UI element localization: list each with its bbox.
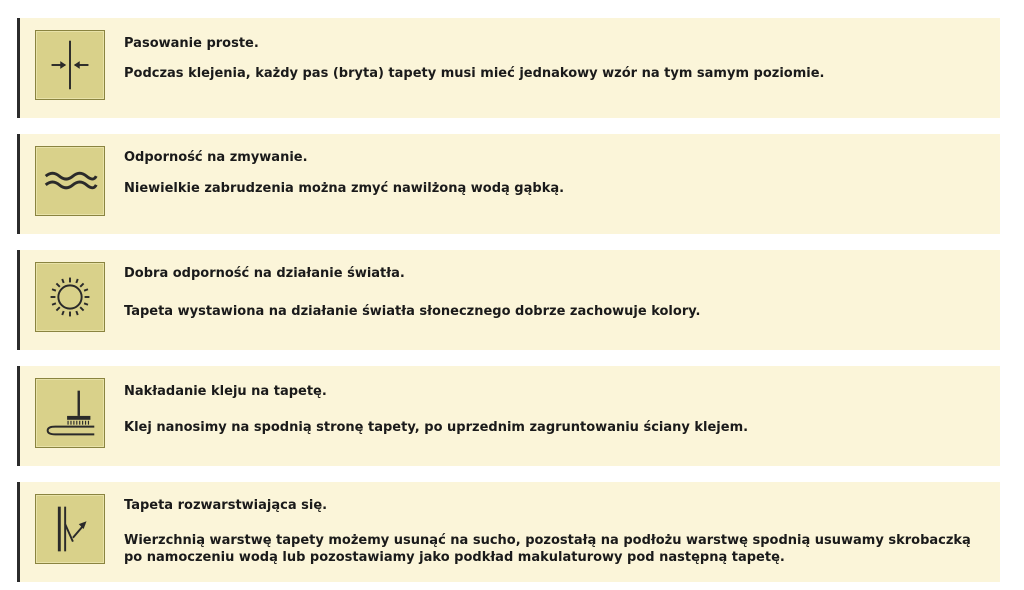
item-title: Pasowanie proste. bbox=[124, 36, 259, 51]
item-description: Tapeta wystawiona na działanie światła słonecznego dobrze zachowuje kolory. bbox=[124, 304, 701, 319]
item-title: Tapeta rozwarstwiająca się. bbox=[124, 498, 328, 513]
item-title: Nakładanie kleju na tapetę. bbox=[124, 384, 327, 399]
item-title: Dobra odporność na działanie światła. bbox=[124, 266, 405, 281]
item-description: Klej nanosimy na spodnią stronę tapety, po uprzednim zagruntowaniu ściany klejem. bbox=[124, 420, 749, 435]
washable-icon bbox=[35, 146, 105, 216]
item-description: Podczas klejenia, każdy pas (bryta) tapety musi mieć jednakowy wzór na tym samym poziomie. bbox=[124, 66, 825, 81]
symbol-row-peelable bbox=[17, 482, 1000, 582]
symbol-row-washable bbox=[17, 134, 1000, 234]
symbol-row-straight-match bbox=[17, 18, 1000, 118]
item-description: Wierzchnią warstwę tapety możemy usunąć na sucho, pozostałą na podłożu warstwę spodnią usuwamy skrobaczką po namoczeniu wodą lub pozostawiamy jako podkład makulaturowy pod następną tapetę. bbox=[124, 533, 971, 565]
peelable-icon bbox=[35, 494, 105, 564]
sun-icon bbox=[35, 262, 105, 332]
straight-match-icon bbox=[35, 30, 105, 100]
paste-the-paper-icon bbox=[35, 378, 105, 448]
item-title: Odporność na zmywanie. bbox=[124, 150, 308, 165]
symbol-row-paste-the-paper bbox=[17, 366, 1000, 466]
item-description: Niewielkie zabrudzenia można zmyć nawilżoną wodą gąbką. bbox=[124, 181, 565, 196]
symbol-row-light-fastness bbox=[17, 250, 1000, 350]
